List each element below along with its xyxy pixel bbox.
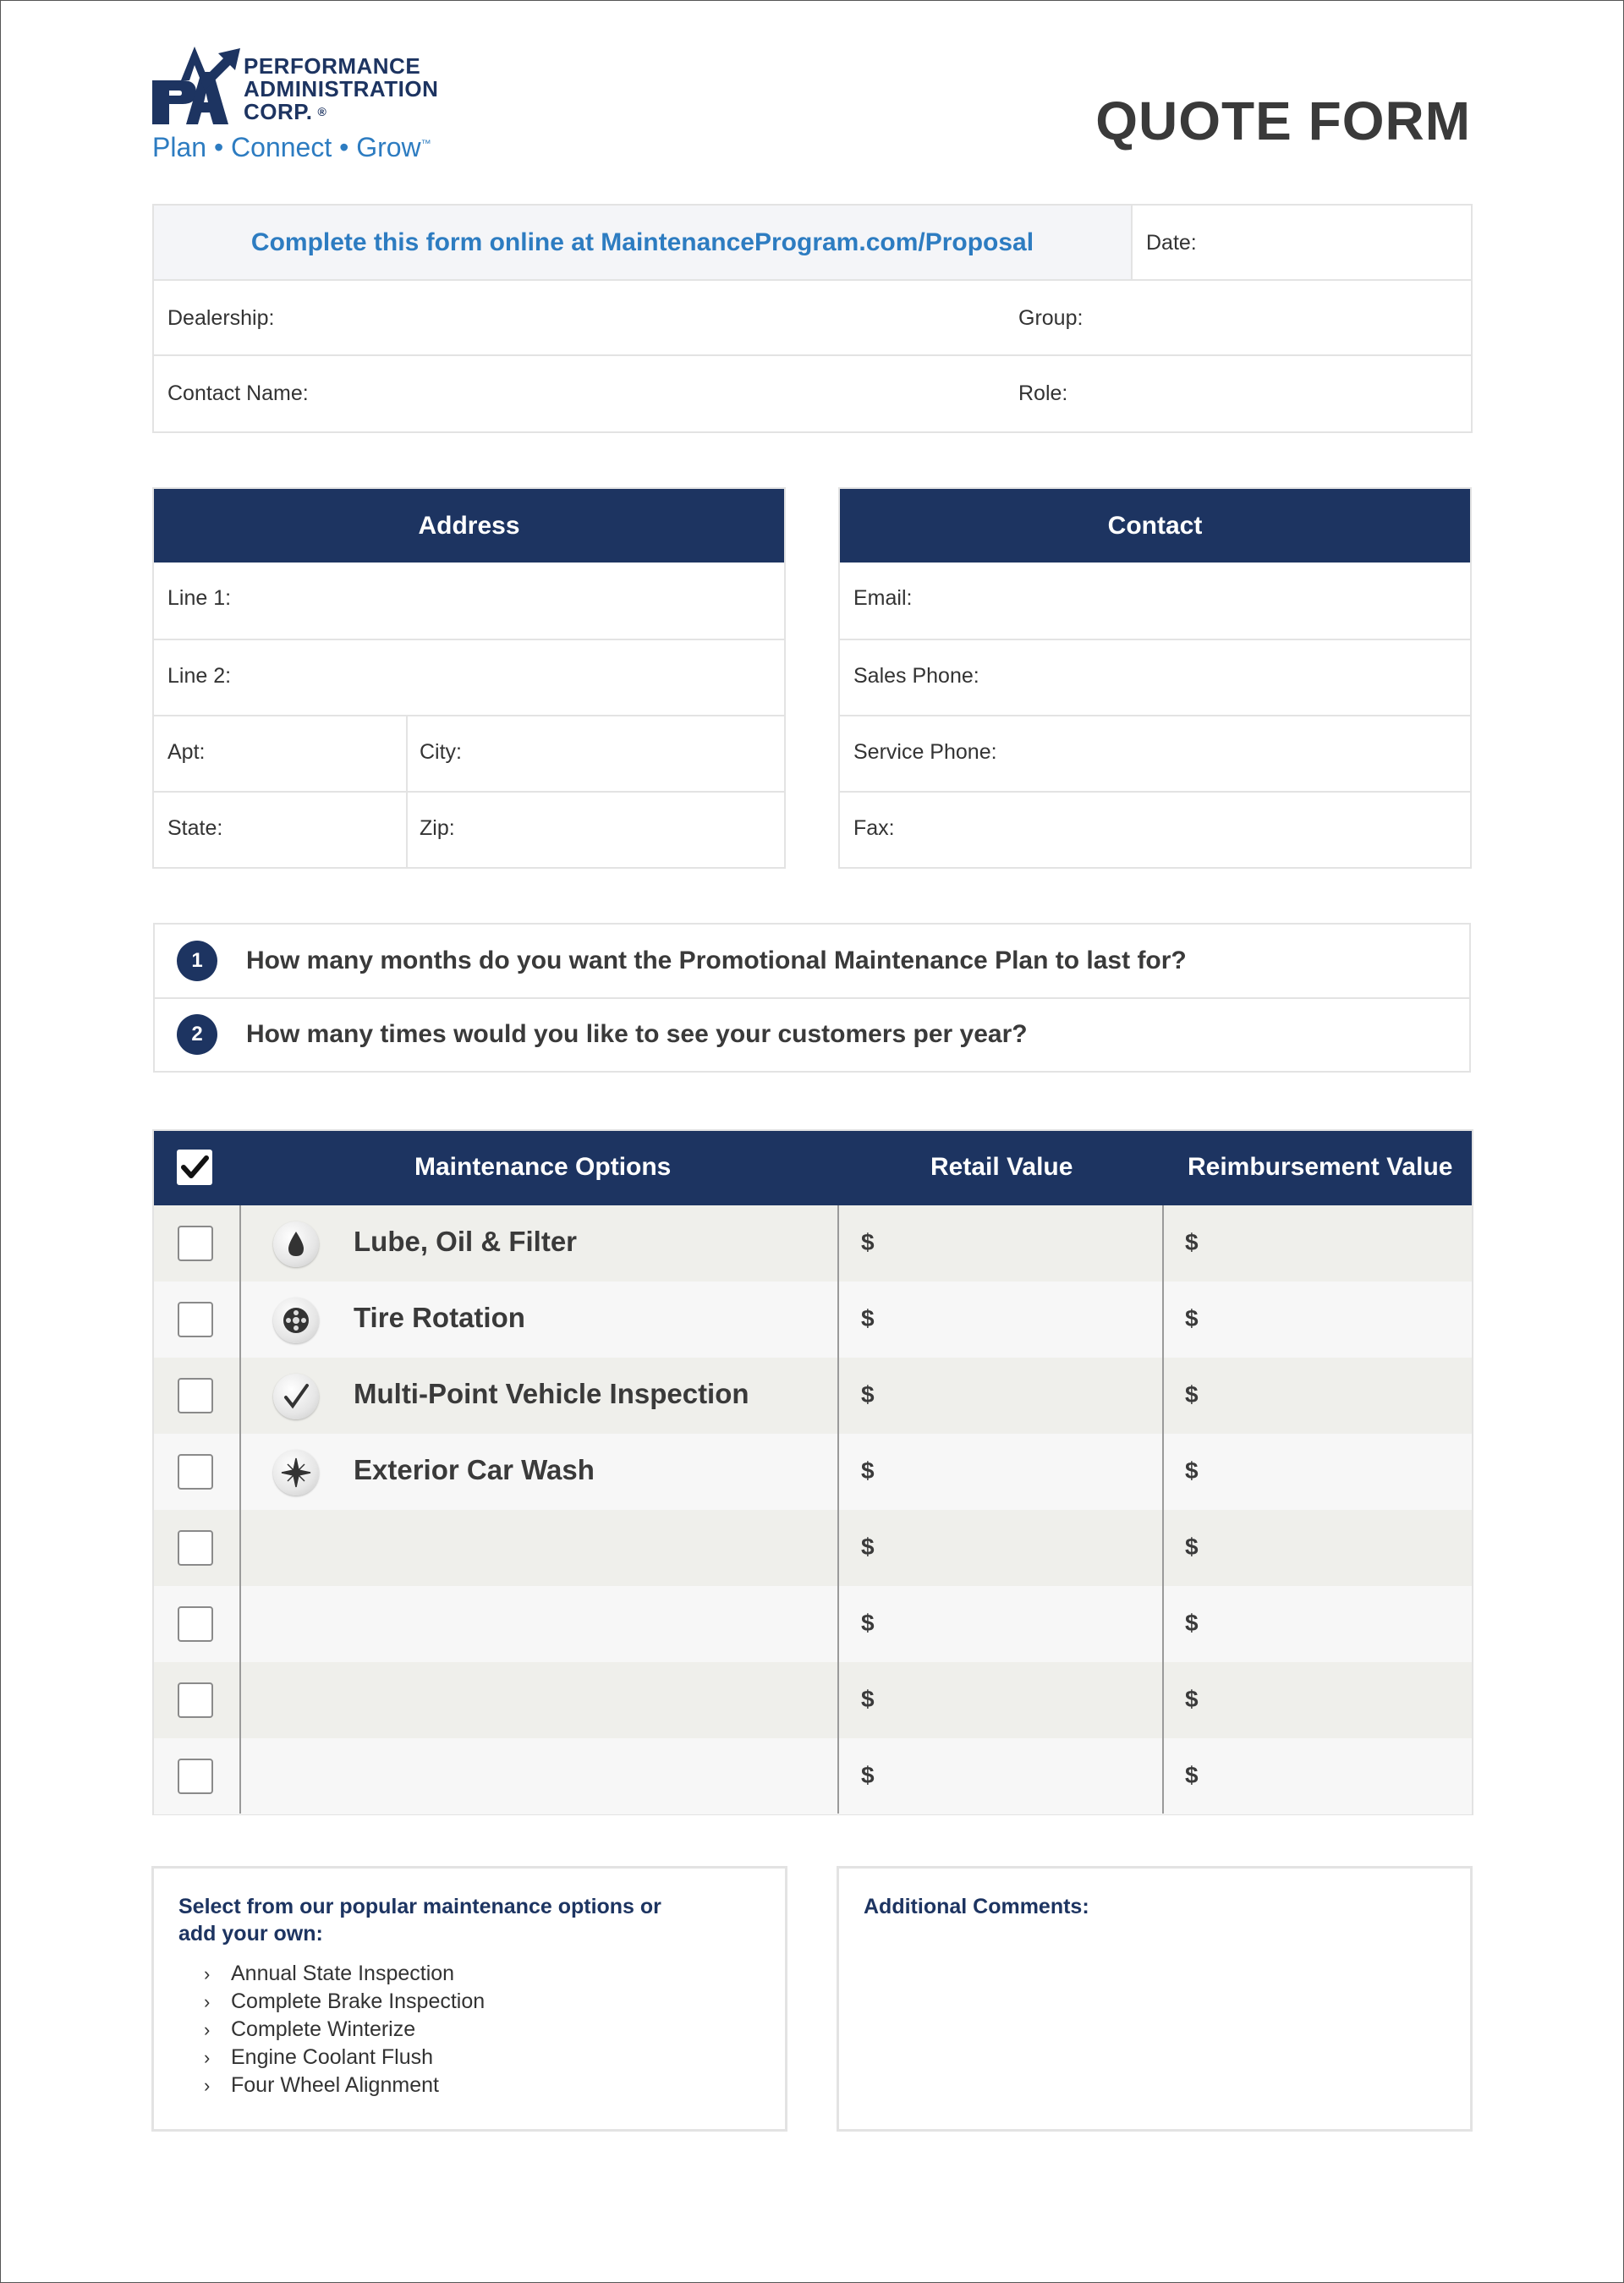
column-header-retail: Retail Value [930,1153,1073,1181]
fax-label: Fax: [853,816,895,840]
service-name: Lube, Oil & Filter [354,1226,578,1257]
date-label: Date: [1146,231,1197,255]
retail-value-field[interactable]: $ [861,1229,875,1255]
table-row [154,1434,1472,1510]
chevron-right-icon: › [204,1963,211,1984]
address-line1-row[interactable] [154,563,784,639]
additional-comments-title: Additional Comments: [864,1895,1089,1918]
dealer-info-table [152,204,1473,433]
table-row [154,1586,1472,1662]
pac-logo-mark-icon [152,47,245,128]
logo-line-2: ADMINISTRATION [244,76,439,102]
line1-label: Line 1: [167,586,232,610]
row-checkbox[interactable] [178,1682,213,1718]
retail-value-field[interactable]: $ [861,1457,875,1484]
address-apt-city-row [154,715,784,791]
popular-options-title [178,1893,661,1947]
column-header-options: Maintenance Options [414,1153,672,1181]
popular-options-title-line-1: Select from our popular maintenance options or [178,1895,661,1918]
question-1 [155,925,1469,997]
company-logo [152,45,474,172]
reimbursement-value-field[interactable]: $ [1185,1457,1199,1484]
address-line2-row[interactable] [154,639,784,715]
chevron-right-icon: › [204,2047,211,2068]
reimbursement-value-field[interactable]: $ [1185,1381,1199,1408]
tire-icon [273,1298,319,1343]
question-2 [155,997,1469,1070]
sparkle-icon [273,1450,319,1495]
contact-name-label: Contact Name: [167,381,309,405]
email-label: Email: [853,586,913,610]
chevron-right-icon: › [204,2019,211,2040]
table-row [154,1205,1472,1281]
tagline-text: Plan • Connect • Grow [152,132,421,162]
address-heading: Address [154,489,784,563]
retail-value-field[interactable]: $ [861,1534,875,1560]
retail-value-field[interactable]: $ [861,1381,875,1408]
plan-questions [153,923,1471,1073]
zip-label: Zip: [420,816,455,840]
contact-panel [838,487,1472,869]
reimbursement-value-field[interactable]: $ [1185,1229,1199,1255]
question-number-badge: 1 [177,941,217,981]
email-row[interactable] [840,563,1470,639]
city-label: City: [420,740,462,764]
table-row [154,1510,1472,1586]
row-checkbox[interactable] [178,1759,213,1794]
line2-label: Line 2: [167,664,232,688]
page-title: QUOTE FORM [1095,91,1471,151]
checkmark-icon [177,1150,212,1185]
role-label: Role: [1018,381,1068,405]
retail-value-field[interactable]: $ [861,1305,875,1331]
service-phone-row[interactable] [840,715,1470,791]
column-divider [239,1205,241,1814]
retail-value-field[interactable]: $ [861,1610,875,1636]
chevron-right-icon: › [204,2075,211,2096]
fax-row[interactable] [840,791,1470,867]
row-checkbox[interactable] [178,1606,213,1642]
online-form-link[interactable]: Complete this form online at MaintenanceProgram.com/Proposal [154,206,1133,279]
popular-options-list [204,1960,485,2099]
reimbursement-value-field[interactable]: $ [1185,1686,1199,1712]
reimbursement-value-field[interactable]: $ [1185,1762,1199,1788]
logo-line-3: CORP. [244,99,313,124]
tagline [152,132,431,163]
question-text: How many months do you want the Promotional Maintenance Plan to last for? [246,947,1187,974]
list-item [204,1988,485,2016]
reimbursement-value-field[interactable]: $ [1185,1305,1199,1331]
retail-value-field[interactable]: $ [861,1686,875,1712]
question-text: How many times would you like to see your customers per year? [246,1020,1028,1048]
table-row [154,1662,1472,1738]
dealership-label: Dealership: [167,306,275,330]
row-checkbox[interactable] [178,1530,213,1566]
list-item-label: Complete Brake Inspection [231,1989,486,2013]
table-row [154,1358,1472,1434]
maintenance-options-table [152,1129,1473,1815]
service-name: Tire Rotation [354,1302,525,1333]
list-item-label: Complete Winterize [231,2017,416,2041]
cell-divider [406,793,408,867]
contact-heading: Contact [840,489,1470,563]
reimbursement-value-field[interactable]: $ [1185,1534,1199,1560]
logo-line-1: PERFORMANCE [244,53,421,79]
list-item [204,2016,485,2044]
select-all-checkbox[interactable] [177,1150,212,1185]
row-checkbox[interactable] [178,1226,213,1261]
info-row-online [154,206,1471,281]
column-header-reimbursement: Reimbursement Value [1188,1153,1453,1181]
list-item [204,1960,485,1988]
cell-divider [406,716,408,791]
row-checkbox[interactable] [178,1378,213,1413]
group-label: Group: [1018,306,1084,330]
oil-drop-icon [273,1221,319,1267]
address-panel [152,487,786,869]
reimbursement-value-field[interactable]: $ [1185,1610,1199,1636]
list-item-label: Four Wheel Alignment [231,2073,439,2097]
table-row [154,1738,1472,1814]
service-name: Exterior Car Wash [354,1454,595,1485]
list-item-label: Annual State Inspection [231,1962,455,1985]
logo-wordmark [244,55,438,123]
registered-mark: ® [317,105,327,118]
row-checkbox[interactable] [178,1454,213,1490]
list-item [204,2044,485,2072]
info-row-dealership [154,281,1471,356]
sales-phone-row[interactable] [840,639,1470,715]
table-row [154,1281,1472,1358]
service-phone-label: Service Phone: [853,740,997,764]
column-divider [1162,1205,1164,1814]
question-number-badge: 2 [177,1014,217,1055]
info-row-contact-name [154,356,1471,431]
list-item [204,2072,485,2099]
list-item-label: Engine Coolant Flush [231,2045,434,2069]
retail-value-field[interactable]: $ [861,1762,875,1788]
state-label: State: [167,816,223,840]
trademark-mark: ™ [420,137,431,150]
column-divider [837,1205,839,1814]
address-state-zip-row [154,791,784,867]
apt-label: Apt: [167,740,206,764]
chevron-right-icon: › [204,1991,211,2012]
popular-options-box [151,1866,787,2132]
row-checkbox[interactable] [178,1302,213,1337]
table-header [154,1131,1472,1205]
additional-comments-box[interactable] [837,1866,1473,2132]
popular-options-title-line-2: add your own: [178,1922,323,1945]
checkmark-icon [273,1374,319,1419]
service-name: Multi-Point Vehicle Inspection [354,1378,749,1409]
sales-phone-label: Sales Phone: [853,664,979,688]
